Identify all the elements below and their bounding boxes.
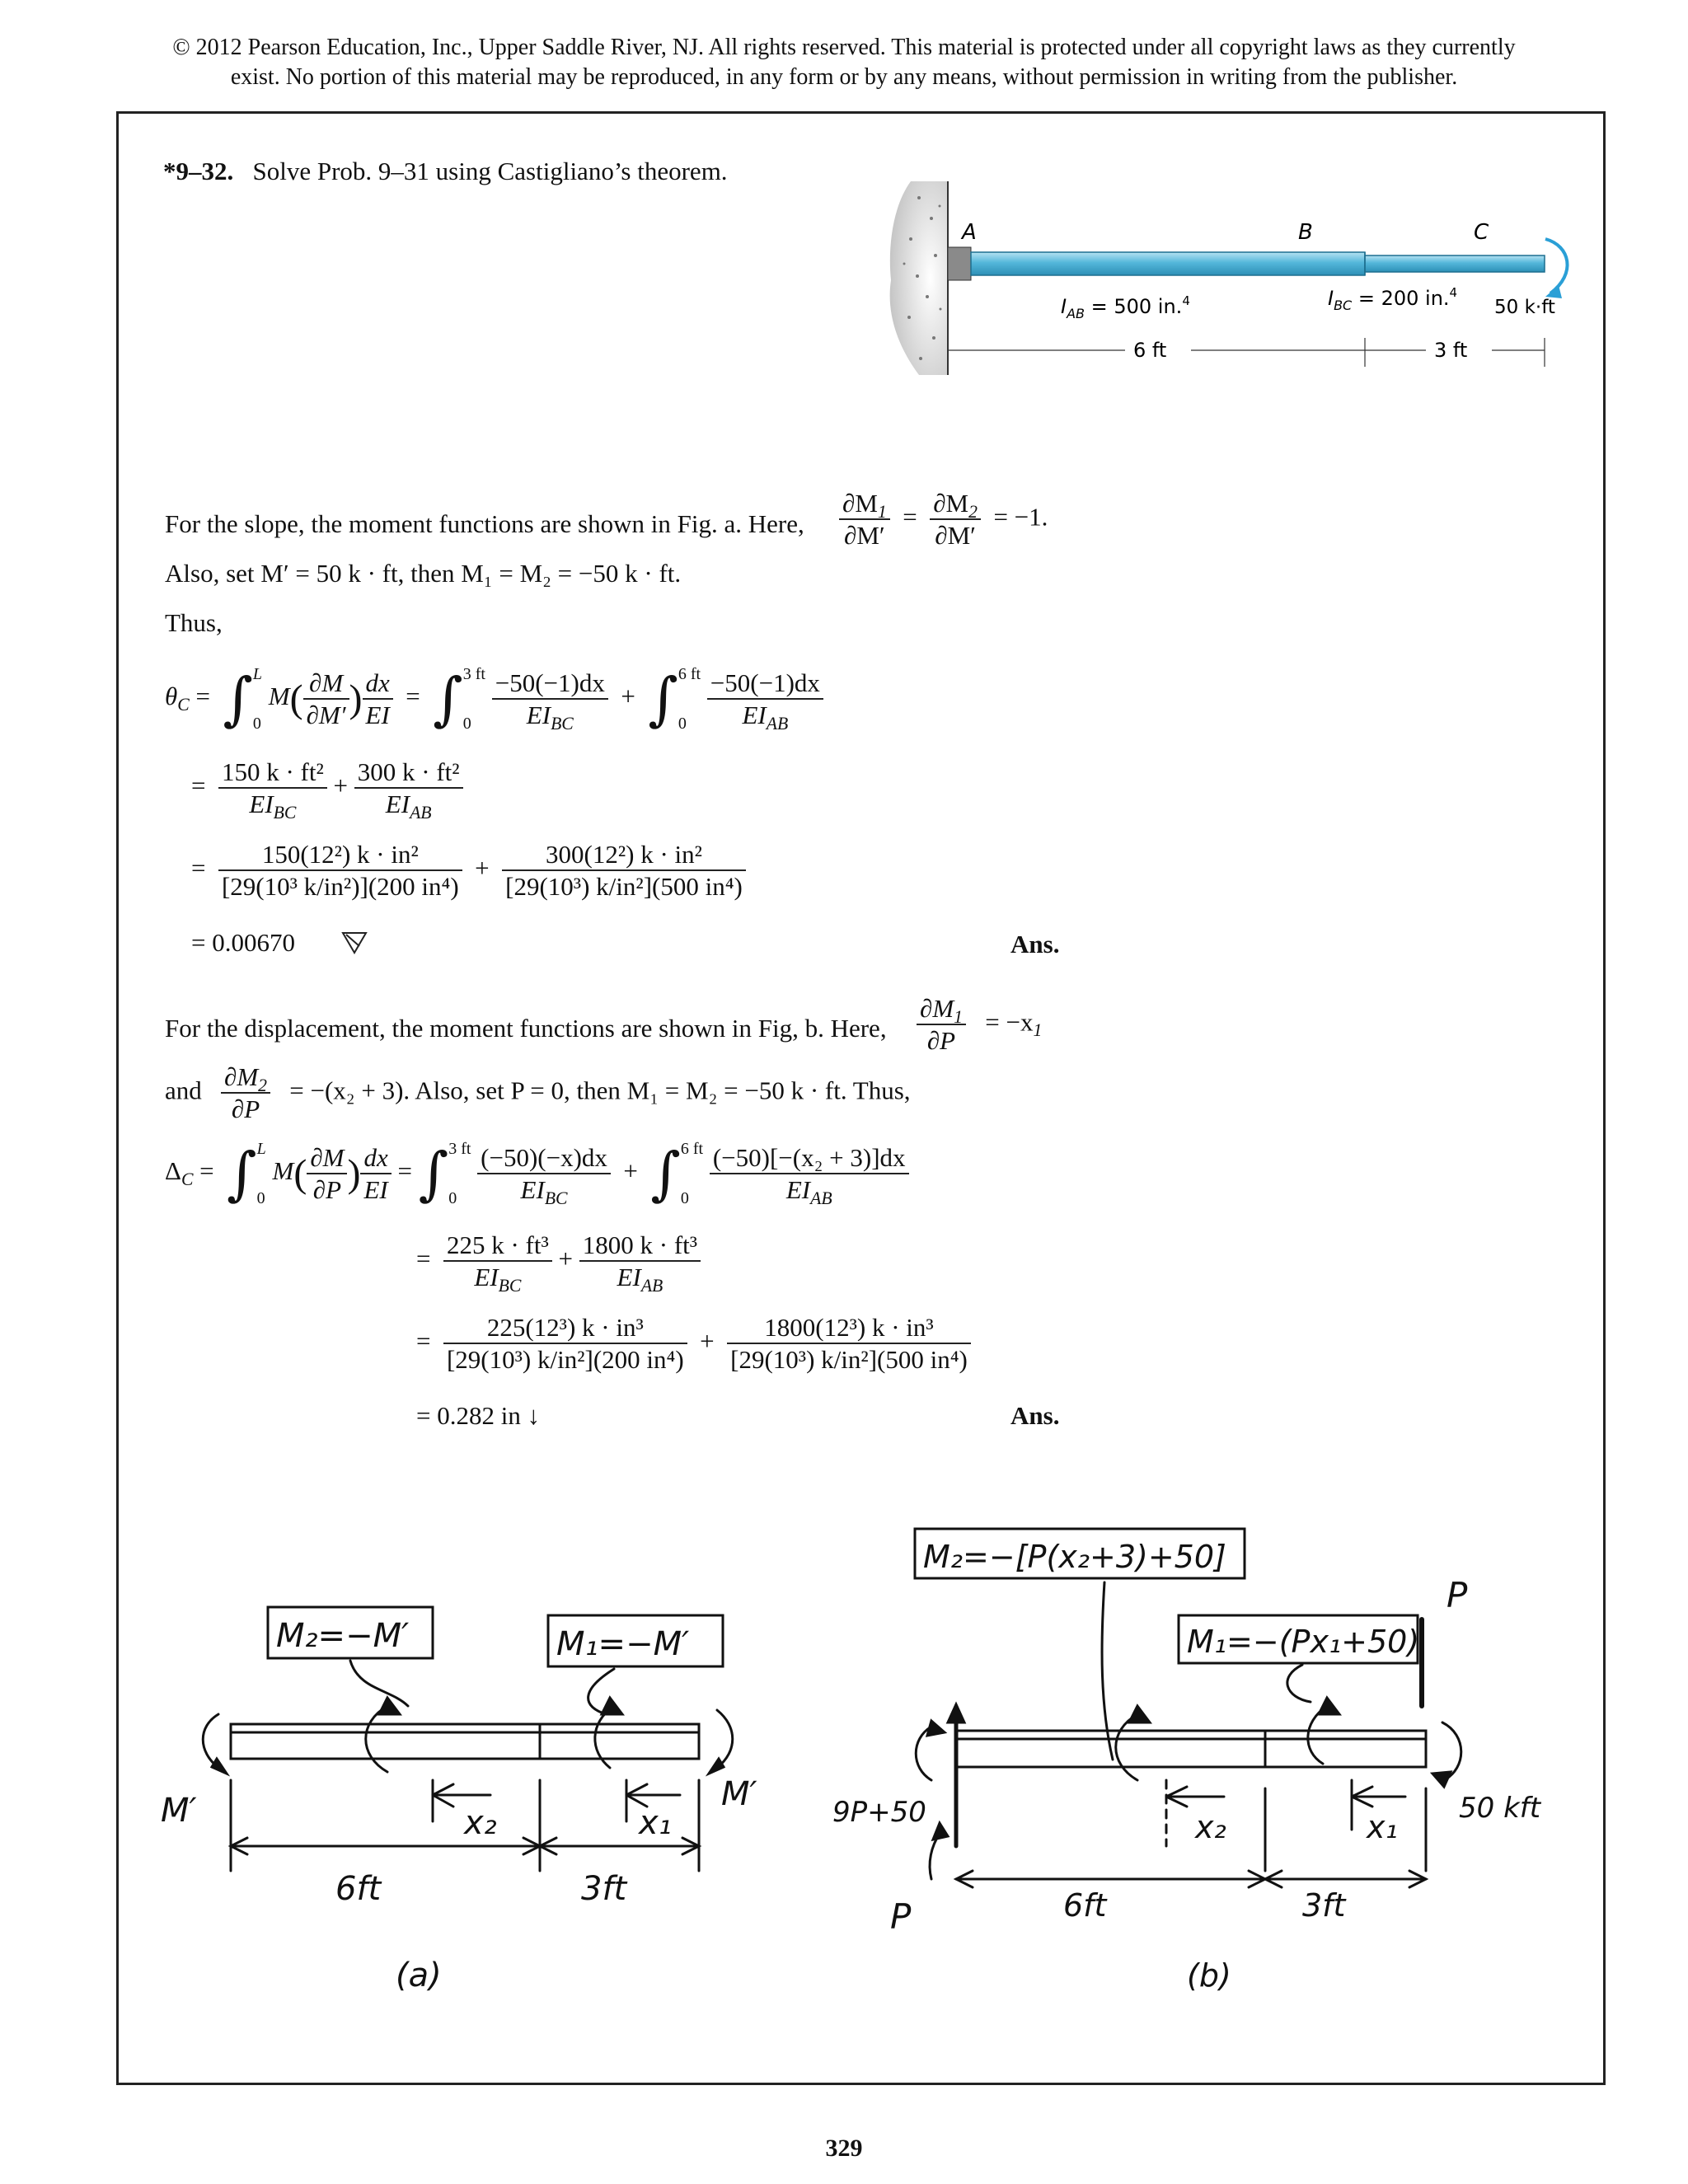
cantilever-figure: [886, 181, 1587, 379]
displacement-answer-label: Ans.: [1010, 1401, 1060, 1430]
copyright-line-1: © 2012 Pearson Education, Inc., Upper Saddle River, NJ. All rights reserved. This material is protected under all copyright laws as they currently: [172, 35, 1516, 60]
theta-equation-row-2: = $\frac{\text{150 k · ft²}}{EI_{BC}}$ + $\frac{\text{300 k · ft²}}{EI_{AB}}$: [191, 757, 463, 819]
fig-a-mprime-right: M′: [721, 1775, 757, 1813]
free-body-diagram-b: [816, 1516, 1591, 2011]
fig-b-m2-label: M₂=−[P(x₂+3)+50]: [923, 1539, 1226, 1575]
moment-arrow-icon: [1545, 239, 1568, 293]
theta-equation-row-1: $\theta_C$ = ∫ L 0 M( $\frac{\partial M}{\partial M'}$ ) $\frac{dx}{EI}$ = ∫ 3 ft 0 $\frac{-50(-1)dx}{EI_{BC}}$ + ∫ 6 ft 0 $\frac{-50(-1)dx}{EI_{AB}}$: [165, 666, 823, 732]
displacement-partial-eq: $\frac{\partial M_1}{\partial P}$ = $-x_1$: [917, 993, 1042, 1056]
fig-a-m1-label: M₁=−M′: [556, 1625, 690, 1663]
fig-a-x2: x₂: [464, 1804, 497, 1842]
fig-a-m2-label: M₂=−M′: [276, 1617, 410, 1655]
slope-thus: Thus,: [165, 608, 223, 637]
internal-moment-2-b-icon: [1116, 1714, 1137, 1780]
slope-line-2: Also, set M′ = 50 k · ft, then M₁ = M₂ = −50 k · ft.: [165, 559, 682, 588]
fig-a-caption: (a): [396, 1957, 442, 1994]
internal-moment-2-icon: [366, 1706, 387, 1772]
beam-ab: [971, 252, 1365, 275]
label-c: C: [1474, 220, 1489, 245]
slope-partial-result: = −1.: [993, 502, 1048, 532]
ibc-label: $I_{BC} = 200$ in.$^4$: [1328, 285, 1458, 313]
fig-b-x1: x₁: [1367, 1809, 1398, 1845]
displacement-intro: For the displacement, the moment functions are shown in Fig, b. Here,: [165, 1014, 887, 1043]
label-b: B: [1298, 220, 1313, 245]
moment-label: 50 k·ft: [1494, 297, 1555, 318]
fig-a-x1: x₁: [639, 1804, 672, 1842]
problem-heading: [163, 157, 728, 186]
fig-b-p-top: P: [1447, 1575, 1468, 1615]
fig-b-dim-3: 3ft: [1302, 1887, 1346, 1924]
slope-answer-label: Ans.: [1010, 930, 1060, 958]
fig-b-reaction-moment: 9P+50: [832, 1796, 926, 1829]
displacement-line-2: and $\frac{\partial M_2}{\partial P}$ = −(x₂ + 3). Also, set P = 0, then M₁ = M₂ = −50 k · ft. Thus,: [165, 1062, 911, 1124]
fig-b-dim-6: 6ft: [1063, 1887, 1107, 1924]
fig-b-moment-right: 50 kft: [1459, 1792, 1541, 1825]
label-a: A: [962, 220, 977, 245]
problem-number: *9–32.: [163, 157, 234, 185]
free-body-diagram-a: [152, 1582, 812, 2011]
delta-equation-row-3: = $\frac{\text{225(12³) k · in³}}{\text{[29(10³) k/in²](200 in⁴)}}$ + $\frac{\text{1800(12³) k · in³}}{\text{[29(10³) k/in²](500 in⁴)}}$: [416, 1312, 971, 1375]
delta-equation-row-2: = $\frac{\text{225 k · ft³}}{EI_{BC}}$ + $\frac{\text{1800 k · ft³}}{EI_{AB}}$: [416, 1230, 701, 1292]
slope-intro: For the slope, the moment functions are shown in Fig. a. Here,: [165, 509, 804, 538]
fig-b-p-bottom: P: [890, 1896, 912, 1937]
fig-b-m1-label: M₁=−(Px₁+50): [1187, 1624, 1420, 1660]
theta-equation-row-3: = $\frac{\text{150(12²) k · in²}}{\text{[29(10³ k/in²)](200 in⁴)}}$ + $\frac{\text{300(12²) k · in²}}{\text{[29(10³) k/in²](500 in⁴)}}$: [191, 839, 746, 902]
beam-a: [231, 1724, 699, 1759]
fig-a-dim-3: 3ft: [581, 1870, 627, 1908]
fig-a-dim-6: 6ft: [335, 1870, 382, 1908]
problem-statement: Solve Prob. 9–31 using Castigliano’s theorem.: [252, 157, 728, 185]
delta-result: = 0.282 in ↓: [416, 1401, 541, 1430]
fixed-plate: [948, 247, 971, 280]
dm2-dmprime-fraction: $\frac{\partial M_2}{\partial M'}$: [930, 488, 981, 551]
dm1-dp-fraction: $\frac{\partial M_1}{\partial P}$: [917, 993, 966, 1056]
theta-result: = 0.00670: [191, 928, 295, 957]
dim-ab-label: 6 ft: [1133, 339, 1167, 362]
fig-a-mprime-left: M′: [161, 1792, 197, 1830]
dim-bc-label: 3 ft: [1434, 339, 1468, 362]
delta-equation-row-1: $\Delta_C$ = ∫ L 0 M( $\frac{\partial M}{\partial P}$ ) $\frac{dx}{EI}$ = ∫ 3 ft 0 $\frac{(-50)(-x)dx}{EI_{BC}}$ + ∫ 6 ft 0 $\frac{\text{(−50)[−(x₂ + 3)]dx}}{EI_{AB}}$: [165, 1141, 909, 1207]
beam-bc: [1365, 255, 1545, 272]
clockwise-slope-icon: [340, 930, 369, 954]
copyright-line-2: exist. No portion of this material may be reproduced, in any form or by any means, without permission in writing from the publisher.: [230, 64, 1458, 90]
slope-partial-eq: $\frac{\partial M_1}{\partial M'}$ = $\frac{\partial M_2}{\partial M'}$ = −1.: [839, 488, 1048, 551]
iab-label: $I_{AB} = 500$ in.$^4$: [1061, 293, 1190, 321]
page-number: 329: [825, 2135, 863, 2162]
wall-support: [890, 181, 948, 375]
dm1-dmprime-fraction: $\frac{\partial M_1}{\partial M'}$: [839, 488, 890, 551]
beam-b: [956, 1731, 1426, 1767]
fig-b-caption: (b): [1187, 1957, 1231, 1994]
fig-b-x2: x₂: [1195, 1809, 1226, 1845]
